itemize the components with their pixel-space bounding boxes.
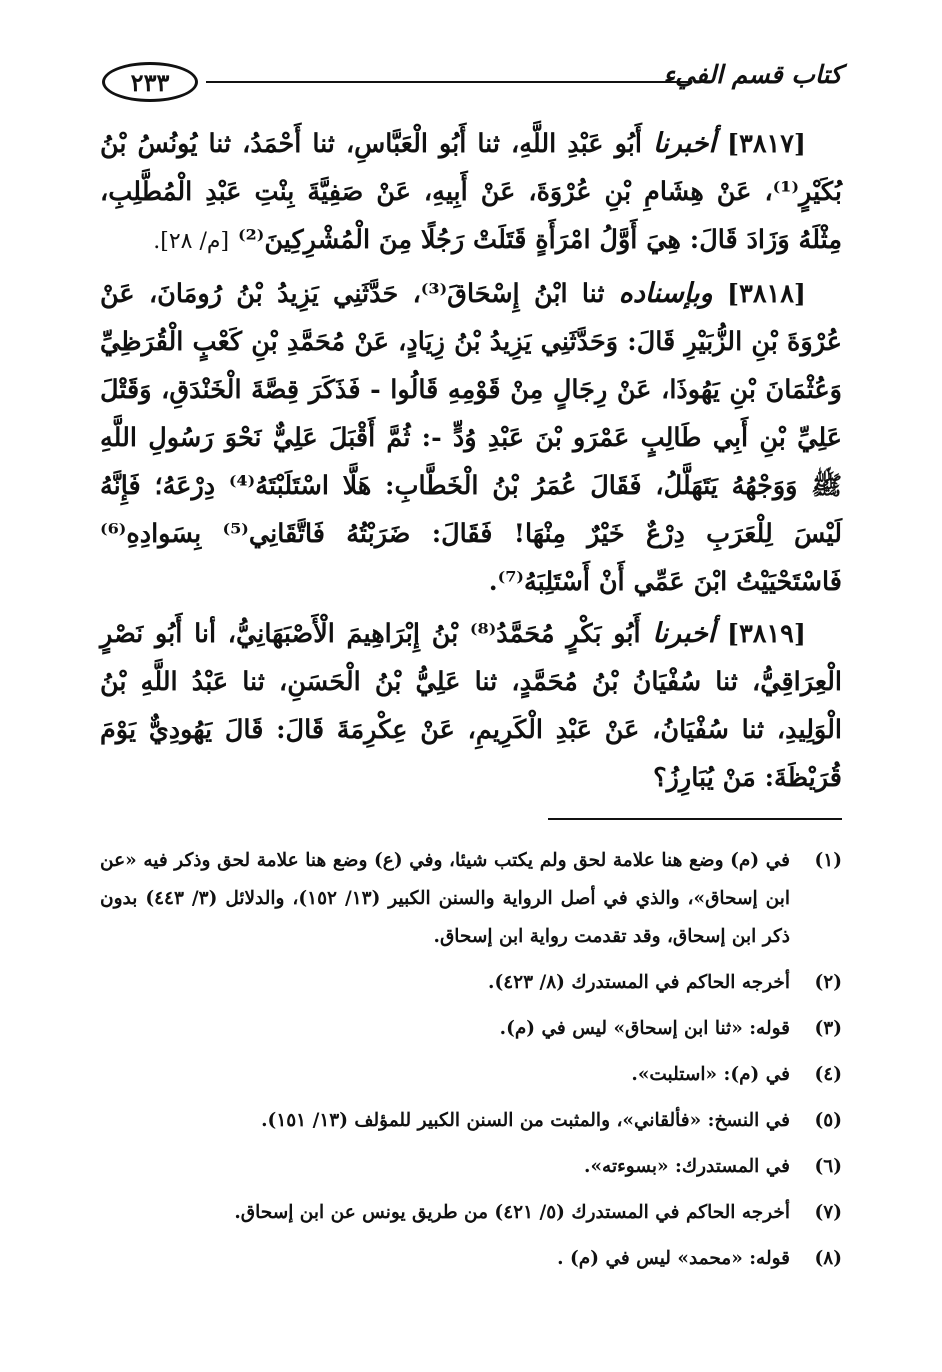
hadith-text: ثنا ابْنُ إِسْحَاقَ⁽³⁾، حَدَّثَنِي يَزِيدُ بْنُ رُومَانَ، عَنْ عُرْوَةَ بْنِ الزُّبَيْرِ قَالَ: وَحَدَّثَنِي يَزِيدُ بْنُ زِيَادٍ، عَنْ مُحَمَّدِ بْنِ كَعْبٍ الْقُرَظِيِّ وَعُثْمَانَ بْنِ يَهُوذَا، عَنْ رِجَالٍ مِنْ قَوْمِهِ قَالُوا - فَذَكَرَ قِصَّةَ الْخَنْدَقِ، وَقَتْلَ عَلِيِّ بْنِ أَبِي طَالِبٍ عَمْرَو بْنَ عَبْدِ وُدٍّ -: ثُمَّ أَقْبَلَ عَلِيٌّ نَحْوَ رَسُولِ اللَّهِ ﷺ وَوَجْهُهُ يَتَهَلَّلُ، فَقَالَ عُمَرُ بْنُ الْخَطَّابِ: هَلَّا اسْتَلَبْتَهُ⁽⁴⁾ دِرْعَهُ؛ فَإِنَّهُ لَيْسَ لِلْعَرَبِ دِرْعٌ خَيْرٌ مِنْهَا! فَقَالَ: ضَرَبْتُهُ فَاتَّقَانِي⁽⁵⁾ بِسَوادِهِ⁽⁶⁾ فَاسْتَحْيَيْتُ ابْنَ عَمِّي أَنْ أَسْتَلِبَهُ⁽⁷⁾. — [100, 279, 843, 597]
footnote-number: (٨) — [814, 1248, 842, 1269]
footnote — [100, 842, 842, 956]
footnote-text: في المستدرك: «بسوءته». — [584, 1156, 790, 1177]
footnote-number: (٢) — [814, 972, 842, 993]
page-number: ٢٣٣ — [102, 62, 198, 102]
hadith-3819 — [100, 610, 842, 802]
header-rule — [206, 81, 690, 83]
hadith-number: [٣٨١٩] — [727, 619, 806, 649]
footnote — [100, 1010, 842, 1048]
footnote-text: أخرجه الحاكم في المستدرك (٥/ ٤٢١) من طريق يونس عن ابن إسحاق. — [234, 1202, 790, 1223]
footnote-text: أخرجه الحاكم في المستدرك (٨/ ٤٢٣). — [488, 972, 790, 993]
footnote — [100, 1102, 842, 1140]
main-text — [100, 120, 842, 806]
hadith-lead: أخبرنا — [653, 128, 716, 159]
footnote-number: (٦) — [814, 1156, 842, 1177]
hadith-text: أَبُو بَكْرٍ مُحَمَّدُ⁽⁸⁾ بْنُ إِبْرَاهِيمَ الْأَصْبَهَانِيُّ، أنا أَبُو نَصْرٍ الْعِرَاقِيُّ، ثنا سُفْيَانُ بْنُ مُحَمَّدٍ، ثنا عَلِيُّ بْنُ الْحَسَنِ، ثنا عَبْدُ اللَّهِ بْنُ الْوَلِيدِ، ثنا سُفْيَانُ، عَنْ عَبْدِ الْكَرِيمِ، عَنْ عِكْرِمَةَ قَالَ: قَالَ يَهُودِيٌّ يَوْمَ قُرَيْظَةَ: مَنْ يُبَارِزُ؟ — [100, 619, 842, 793]
hadith-lead: أخبرنا — [652, 618, 716, 649]
footnote — [100, 1148, 842, 1186]
footnote — [100, 1240, 842, 1278]
footnote-number: (٥) — [814, 1110, 842, 1131]
footnote — [100, 1056, 842, 1094]
footnote-text: في النسخ: «فألقاني»، والمثبت من السنن الكبير للمؤلف (١٣/ ١٥١). — [261, 1110, 790, 1131]
hadith-3817 — [100, 120, 842, 266]
footnote-text: في (م) وضع هنا علامة لحق ولم يكتب شيئا، وفي (ع) وضع هنا علامة لحق وذكر فيه «عن ابن إسحاق»، والذي في أصل الرواية والسنن الكبير (١٣/ ١٥٢)، والدلائل (٣/ ٤٤٣) بدون ذكر ابن إسحاق، وقد تقدمت رواية ابن إسحاق. — [100, 850, 790, 947]
source-tag: [م/ ٢٨]. — [153, 229, 230, 254]
footnote-number: (١) — [814, 850, 842, 871]
footnote-number: (٤) — [814, 1064, 842, 1085]
hadith-number: [٣٨١٨] — [727, 279, 806, 309]
footnote — [100, 1194, 842, 1232]
hadith-text: أَبُو عَبْدِ اللَّهِ، ثنا أَبُو الْعَبَّاسِ، ثنا أَحْمَدُ، ثنا يُونُسُ بْنُ بُكَيْرٍ⁽¹⁾، عَنْ هِشَامِ بْنِ عُرْوَةَ، عَنْ أَبِيهِ، عَنْ صَفِيَّةَ بِنْتِ عَبْدِ الْمُطَّلِبِ، مِثْلَهُ وَزَادَ قَالَ: هِيَ أَوَّلُ امْرَأَةٍ قَتَلَتْ رَجُلًا مِنَ الْمُشْرِكِينَ⁽²⁾ — [100, 129, 842, 255]
footnote-number: (٣) — [814, 1018, 842, 1039]
footnote — [100, 964, 842, 1002]
hadith-number: [٣٨١٧] — [727, 129, 806, 159]
page-header — [102, 58, 842, 110]
hadith-3818 — [100, 270, 842, 606]
book-title: كتاب قسم الفيء — [663, 60, 842, 89]
footnote-text: قوله: «ثنا ابن إسحاق» ليس في (م). — [499, 1018, 790, 1039]
footnotes — [100, 842, 842, 1286]
footnote-text: قوله: «محمد» ليس في (م) . — [557, 1248, 790, 1269]
hadith-lead: وبإسناده — [618, 278, 713, 309]
footnote-separator — [548, 818, 842, 820]
footnote-number: (٧) — [814, 1202, 842, 1223]
footnote-text: في (م): «استلبت». — [631, 1064, 790, 1085]
